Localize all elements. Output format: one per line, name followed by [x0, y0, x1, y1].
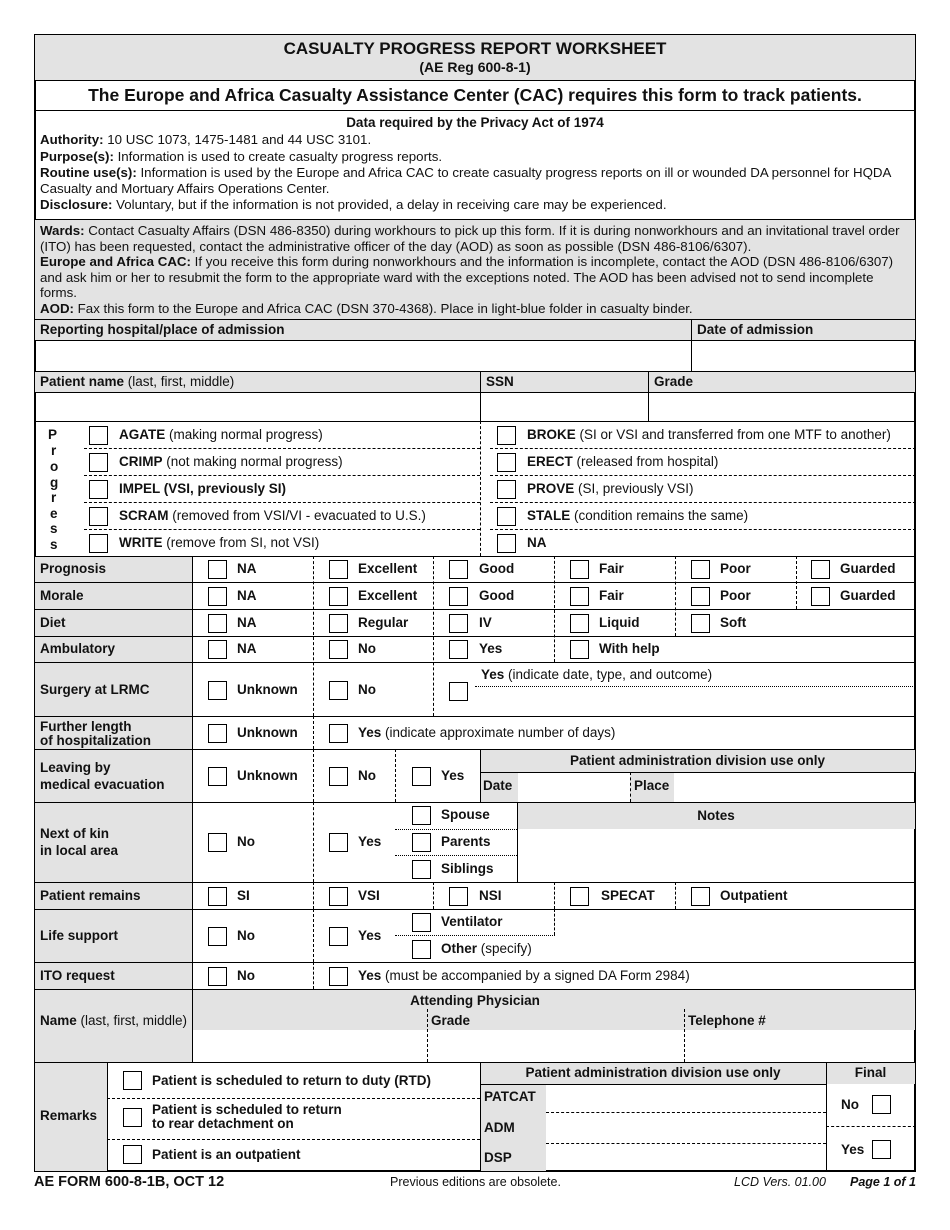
prognosis-label: Prognosis: [40, 561, 107, 576]
remains-vsi-checkbox[interactable]: [329, 887, 348, 906]
form-number: AE FORM 600-8-1B, OCT 12: [34, 1174, 225, 1190]
instructions-block: [40, 223, 912, 317]
progress-letter: r: [51, 443, 57, 458]
surgery-yes-hint: (indicate date, type, and outcome): [504, 667, 713, 682]
surgery-yes-label: Yes: [481, 667, 505, 682]
physician-name-field[interactable]: [36, 1031, 426, 1061]
further-unknown-checkbox[interactable]: [208, 724, 227, 743]
grade-field[interactable]: [650, 393, 914, 420]
purpose-label: Purpose(s):: [40, 148, 114, 164]
nok-siblings-label: Siblings: [441, 861, 494, 876]
outpatient-checkbox[interactable]: [123, 1145, 142, 1164]
broke-option: [527, 427, 891, 443]
progress-na-option: [527, 535, 547, 551]
physician-name-hint: (last, first, middle): [76, 1013, 188, 1028]
stale-code: STALE: [527, 508, 571, 523]
morale-good-label: Good: [479, 588, 515, 603]
hospital-label: Reporting hospital/place of admission: [40, 322, 285, 337]
grade-label: Grade: [654, 374, 694, 389]
nok-spouse-label: Spouse: [441, 807, 490, 822]
other-hint: (specify): [477, 941, 532, 956]
morale-guarded-checkbox[interactable]: [811, 587, 830, 606]
authority-label: Authority:: [40, 132, 104, 147]
physician-telephone-label: Telephone #: [688, 1013, 766, 1028]
leaving-place-field[interactable]: [675, 773, 914, 801]
diet-na-checkbox[interactable]: [208, 614, 227, 633]
leaving-unknown-label: Unknown: [237, 768, 298, 783]
prognosis-excellent-checkbox[interactable]: [329, 560, 348, 579]
broke-code: BROKE: [527, 427, 576, 442]
diet-na-label: NA: [237, 615, 257, 630]
nok-yes-label: Yes: [358, 834, 382, 849]
leaving-date-field[interactable]: [519, 773, 629, 801]
morale-good-checkbox[interactable]: [449, 587, 468, 606]
form-title: CASUALTY PROGRESS REPORT WORKSHEET: [283, 39, 667, 58]
nok-siblings-checkbox[interactable]: [412, 860, 431, 879]
leaving-place-label: Place: [634, 778, 670, 793]
ambulatory-with-help-label: With help: [599, 641, 660, 656]
patcat-label: PATCAT: [484, 1089, 536, 1104]
further-yes-label: Yes: [358, 725, 382, 740]
morale-label: Morale: [40, 588, 84, 603]
crimp-desc: (not making normal progress): [162, 454, 343, 469]
patient-name-hint: (last, first, middle): [124, 374, 235, 389]
nok-label-1: Next of kin: [40, 826, 110, 841]
life-support-no-checkbox[interactable]: [208, 927, 227, 946]
crimp-option: [119, 454, 343, 470]
write-code: WRITE: [119, 535, 163, 550]
further-yes-option: [358, 725, 615, 741]
prognosis-poor-label: Poor: [720, 561, 751, 576]
final-no-checkbox[interactable]: [872, 1095, 891, 1114]
other-checkbox[interactable]: [412, 940, 431, 959]
erect-desc: (released from hospital): [572, 454, 719, 469]
notes-label: Notes: [697, 808, 735, 823]
rear-label-2: to rear detachment on: [152, 1116, 294, 1131]
diet-soft-checkbox[interactable]: [691, 614, 710, 633]
leaving-label-1: Leaving by: [40, 760, 111, 775]
prognosis-excellent-label: Excellent: [358, 561, 418, 576]
leaving-label-2: medical evacuation: [40, 777, 165, 792]
surgery-unknown-label: Unknown: [237, 682, 298, 697]
surgery-details-field[interactable]: [480, 688, 914, 714]
nok-no-checkbox[interactable]: [208, 833, 227, 852]
ambulatory-label: Ambulatory: [40, 641, 116, 656]
aod-text: Fax this form to the Europe and Africa CAC (DSN 370-4368). Place in light-blue folder in casualty binder.: [73, 300, 693, 316]
progress-letter: e: [50, 506, 58, 521]
disclosure-text: Voluntary, but if the information is not provided, a delay in receiving care may be experienced.: [112, 197, 667, 213]
physician-name-label: [40, 1013, 187, 1029]
diet-regular-checkbox[interactable]: [329, 614, 348, 633]
write-checkbox[interactable]: [89, 534, 108, 553]
morale-excellent-checkbox[interactable]: [329, 587, 348, 606]
progress-letter: P: [48, 427, 58, 442]
prove-checkbox[interactable]: [497, 480, 516, 499]
wards-text: Contact Casualty Affairs (DSN 486-8350) during workhours to pick up this form. If it is during nonworkhours and an invitational travel order (ITO) has been requested, contact the administrative officer of the day (AOD) as soon as possible (DSN 486-8106/6307).: [40, 223, 900, 254]
disclosure-label: Disclosure:: [40, 197, 113, 213]
progress-letter: s: [50, 521, 58, 536]
nok-spouse-checkbox[interactable]: [412, 806, 431, 825]
further-yes-checkbox[interactable]: [329, 724, 348, 743]
ambulatory-no-label: No: [358, 641, 376, 656]
prove-code: PROVE: [527, 481, 575, 496]
nok-yes-checkbox[interactable]: [329, 833, 348, 852]
prognosis-na-label: NA: [237, 561, 257, 576]
morale-na-label: NA: [237, 588, 257, 603]
surgery-yes-checkbox[interactable]: [449, 682, 468, 701]
surgery-no-checkbox[interactable]: [329, 681, 348, 700]
wards-label: Wards:: [40, 223, 85, 238]
erect-option: [527, 454, 718, 470]
purpose-text: Information is used to create casualty progress reports.: [113, 148, 443, 164]
progress-letter: g: [50, 475, 59, 490]
prognosis-good-checkbox[interactable]: [449, 560, 468, 579]
ventilator-checkbox[interactable]: [412, 913, 431, 932]
remains-nsi-label: NSI: [479, 888, 502, 903]
impel-option: [119, 481, 286, 497]
cac-label: Europe and Africa CAC:: [40, 254, 191, 270]
remains-specat-checkbox[interactable]: [570, 887, 589, 906]
nok-no-label: No: [237, 834, 255, 849]
ito-yes-label: Yes: [358, 968, 382, 983]
surgery-unknown-checkbox[interactable]: [208, 681, 227, 700]
form-banner: The Europe and Africa Casualty Assistance Center (CAC) requires this form to track patients.: [88, 85, 862, 105]
diet-iv-checkbox[interactable]: [449, 614, 468, 633]
progress-letter: r: [51, 490, 57, 505]
further-unknown-label: Unknown: [237, 725, 298, 740]
remains-specat-label: SPECAT: [601, 888, 655, 903]
diet-soft-label: Soft: [720, 615, 747, 630]
remains-vsi-label: VSI: [358, 888, 380, 903]
further-yes-hint: (indicate approximate number of days): [381, 725, 616, 740]
final-yes-label: Yes: [841, 1142, 865, 1157]
morale-fair-checkbox[interactable]: [570, 587, 589, 606]
ito-no-label: No: [237, 968, 255, 983]
leaving-no-label: No: [358, 768, 376, 783]
leaving-pad-title: Patient administration division use only: [569, 753, 826, 768]
prognosis-guarded-checkbox[interactable]: [811, 560, 830, 579]
ito-no-checkbox[interactable]: [208, 967, 227, 986]
agate-checkbox[interactable]: [89, 426, 108, 445]
remains-si-label: SI: [237, 888, 250, 903]
privacy-block: [40, 132, 912, 213]
other-option: [441, 941, 532, 957]
notes-field[interactable]: [519, 830, 914, 881]
prove-option: [527, 481, 694, 497]
diet-regular-label: Regular: [358, 615, 409, 630]
diet-label: Diet: [40, 615, 66, 630]
life-support-yes-label: Yes: [358, 928, 382, 943]
leaving-yes-checkbox[interactable]: [412, 767, 431, 786]
rear-detachment-checkbox[interactable]: [123, 1108, 142, 1127]
stale-option: [527, 508, 748, 524]
remains-si-checkbox[interactable]: [208, 887, 227, 906]
ambulatory-yes-checkbox[interactable]: [449, 640, 468, 659]
date-admission-field[interactable]: [693, 341, 914, 370]
broke-checkbox[interactable]: [497, 426, 516, 445]
life-support-no-label: No: [237, 928, 255, 943]
ambulatory-na-label: NA: [237, 641, 257, 656]
agate-desc: (making normal progress): [165, 427, 323, 442]
morale-excellent-label: Excellent: [358, 588, 418, 603]
rtd-label: Patient is scheduled to return to duty (RTD): [152, 1073, 432, 1088]
ambulatory-na-checkbox[interactable]: [208, 640, 227, 659]
remains-nsi-checkbox[interactable]: [449, 887, 468, 906]
dsp-label: DSP: [484, 1150, 512, 1165]
ambulatory-with-help-checkbox[interactable]: [570, 640, 589, 659]
aod-label: AOD:: [40, 300, 74, 316]
rtd-checkbox[interactable]: [123, 1071, 142, 1090]
patcat-field[interactable]: [548, 1086, 824, 1111]
ito-label: ITO request: [40, 968, 115, 983]
surgery-yes-option: [481, 667, 712, 683]
further-label-1: Further length: [40, 719, 132, 734]
crimp-checkbox[interactable]: [89, 453, 108, 472]
physician-grade-field[interactable]: [429, 1031, 683, 1061]
progress-letter: o: [50, 459, 59, 474]
prognosis-na-checkbox[interactable]: [208, 560, 227, 579]
outpatient-label: Patient is an outpatient: [152, 1147, 301, 1162]
form-subtitle: (AE Reg 600-8-1): [419, 59, 531, 75]
authority-text: 10 USC 1073, 1475-1481 and 44 USC 3101.: [103, 132, 372, 147]
patient-name-label-text: Patient name: [40, 374, 125, 389]
nok-parents-label: Parents: [441, 834, 491, 849]
ambulatory-yes-label: Yes: [479, 641, 503, 656]
morale-na-checkbox[interactable]: [208, 587, 227, 606]
ambulatory-no-checkbox[interactable]: [329, 640, 348, 659]
adm-field[interactable]: [548, 1114, 824, 1142]
remains-outpatient-label: Outpatient: [720, 888, 788, 903]
agate-code: AGATE: [119, 427, 166, 442]
erect-checkbox[interactable]: [497, 453, 516, 472]
life-support-yes-checkbox[interactable]: [329, 927, 348, 946]
progress-na-checkbox[interactable]: [497, 534, 516, 553]
ito-yes-hint: (must be accompanied by a signed DA Form 2984): [381, 968, 690, 983]
label-column-bg: [35, 556, 192, 1062]
impel-checkbox[interactable]: [89, 480, 108, 499]
diet-iv-label: IV: [479, 615, 492, 630]
remarks-pad-title: Patient administration division use only: [525, 1065, 781, 1080]
ito-yes-option: [358, 968, 690, 984]
leaving-unknown-checkbox[interactable]: [208, 767, 227, 786]
ventilator-label: Ventilator: [441, 914, 503, 929]
physician-telephone-field[interactable]: [686, 1031, 914, 1061]
prognosis-fair-checkbox[interactable]: [570, 560, 589, 579]
morale-poor-checkbox[interactable]: [691, 587, 710, 606]
physician-grade-label: Grade: [431, 1013, 471, 1028]
scram-desc: (removed from VSI/VI - evacuated to U.S.): [168, 508, 426, 523]
impel-code: IMPEL (VSI, previously SI): [119, 481, 287, 496]
page-number: Page 1 of 1: [850, 1175, 916, 1189]
diet-liquid-checkbox[interactable]: [570, 614, 589, 633]
remarks-label: Remarks: [40, 1108, 98, 1123]
remains-label: Patient remains: [40, 888, 141, 903]
privacy-heading: Data required by the Privacy Act of 1974: [346, 115, 604, 130]
leaving-yes-label: Yes: [441, 768, 465, 783]
crimp-code: CRIMP: [119, 454, 163, 469]
rear-label-1: Patient is scheduled to return: [152, 1102, 342, 1117]
prognosis-good-label: Good: [479, 561, 515, 576]
write-option: [119, 535, 319, 551]
obsolete-note: Previous editions are obsolete.: [390, 1175, 561, 1189]
date-admission-label: Date of admission: [697, 322, 814, 337]
broke-desc: (SI or VSI and transferred from one MTF to another): [575, 427, 891, 442]
diet-liquid-label: Liquid: [599, 615, 640, 630]
remains-outpatient-checkbox[interactable]: [691, 887, 710, 906]
physician-title: Attending Physician: [410, 993, 540, 1008]
surgery-label: Surgery at LRMC: [40, 682, 150, 697]
final-no-label: No: [841, 1097, 859, 1112]
patient-name-field[interactable]: [36, 393, 479, 420]
stale-checkbox[interactable]: [497, 507, 516, 526]
prognosis-poor-checkbox[interactable]: [691, 560, 710, 579]
routine-label: Routine use(s):: [40, 165, 137, 181]
version-note: LCD Vers. 01.00: [734, 1175, 826, 1189]
adm-label: ADM: [484, 1120, 515, 1135]
nok-label-2: in local area: [40, 843, 119, 858]
patient-name-label: [40, 374, 234, 390]
prognosis-fair-label: Fair: [599, 561, 624, 576]
life-support-label: Life support: [40, 928, 118, 943]
further-label-2: of hospitalization: [40, 733, 151, 748]
progress-letter: s: [50, 537, 58, 552]
erect-code: ERECT: [527, 454, 573, 469]
scram-code: SCRAM: [119, 508, 169, 523]
other-label: Other: [441, 941, 478, 956]
routine-text: Information is used by the Europe and Africa CAC to create casualty progress reports on ill or wounded DA personnel for HQDA Casualty and Mortuary Affairs Operations Center.: [40, 165, 891, 196]
scram-checkbox[interactable]: [89, 507, 108, 526]
morale-poor-label: Poor: [720, 588, 751, 603]
ssn-field[interactable]: [482, 393, 647, 420]
write-desc: (remove from SI, not VSI): [162, 535, 320, 550]
progress-na-code: NA: [527, 535, 547, 550]
final-yes-checkbox[interactable]: [872, 1140, 891, 1159]
ito-yes-checkbox[interactable]: [329, 967, 348, 986]
leaving-date-label: Date: [483, 778, 513, 793]
ssn-label: SSN: [486, 374, 514, 389]
cac-text: If you receive this form during nonworkhours and the information is incomplete, contact the AOD (DSN 486-8106/6307) and ask him or her to resubmit the form to the appropriate ward with the exceptions noted. The AOD has been advised not to send incomplete forms.: [40, 254, 894, 301]
agate-option: [119, 427, 323, 443]
scram-option: [119, 508, 426, 524]
morale-guarded-label: Guarded: [840, 588, 896, 603]
surgery-no-label: No: [358, 682, 376, 697]
leaving-no-checkbox[interactable]: [329, 767, 348, 786]
prognosis-guarded-label: Guarded: [840, 561, 896, 576]
prove-desc: (SI, previously VSI): [574, 481, 694, 496]
physician-name-label-text: Name: [40, 1013, 77, 1028]
nok-parents-checkbox[interactable]: [412, 833, 431, 852]
stale-desc: (condition remains the same): [570, 508, 749, 523]
final-label: Final: [854, 1065, 887, 1080]
morale-fair-label: Fair: [599, 588, 624, 603]
hospital-field[interactable]: [36, 341, 690, 370]
dsp-field[interactable]: [548, 1145, 824, 1170]
